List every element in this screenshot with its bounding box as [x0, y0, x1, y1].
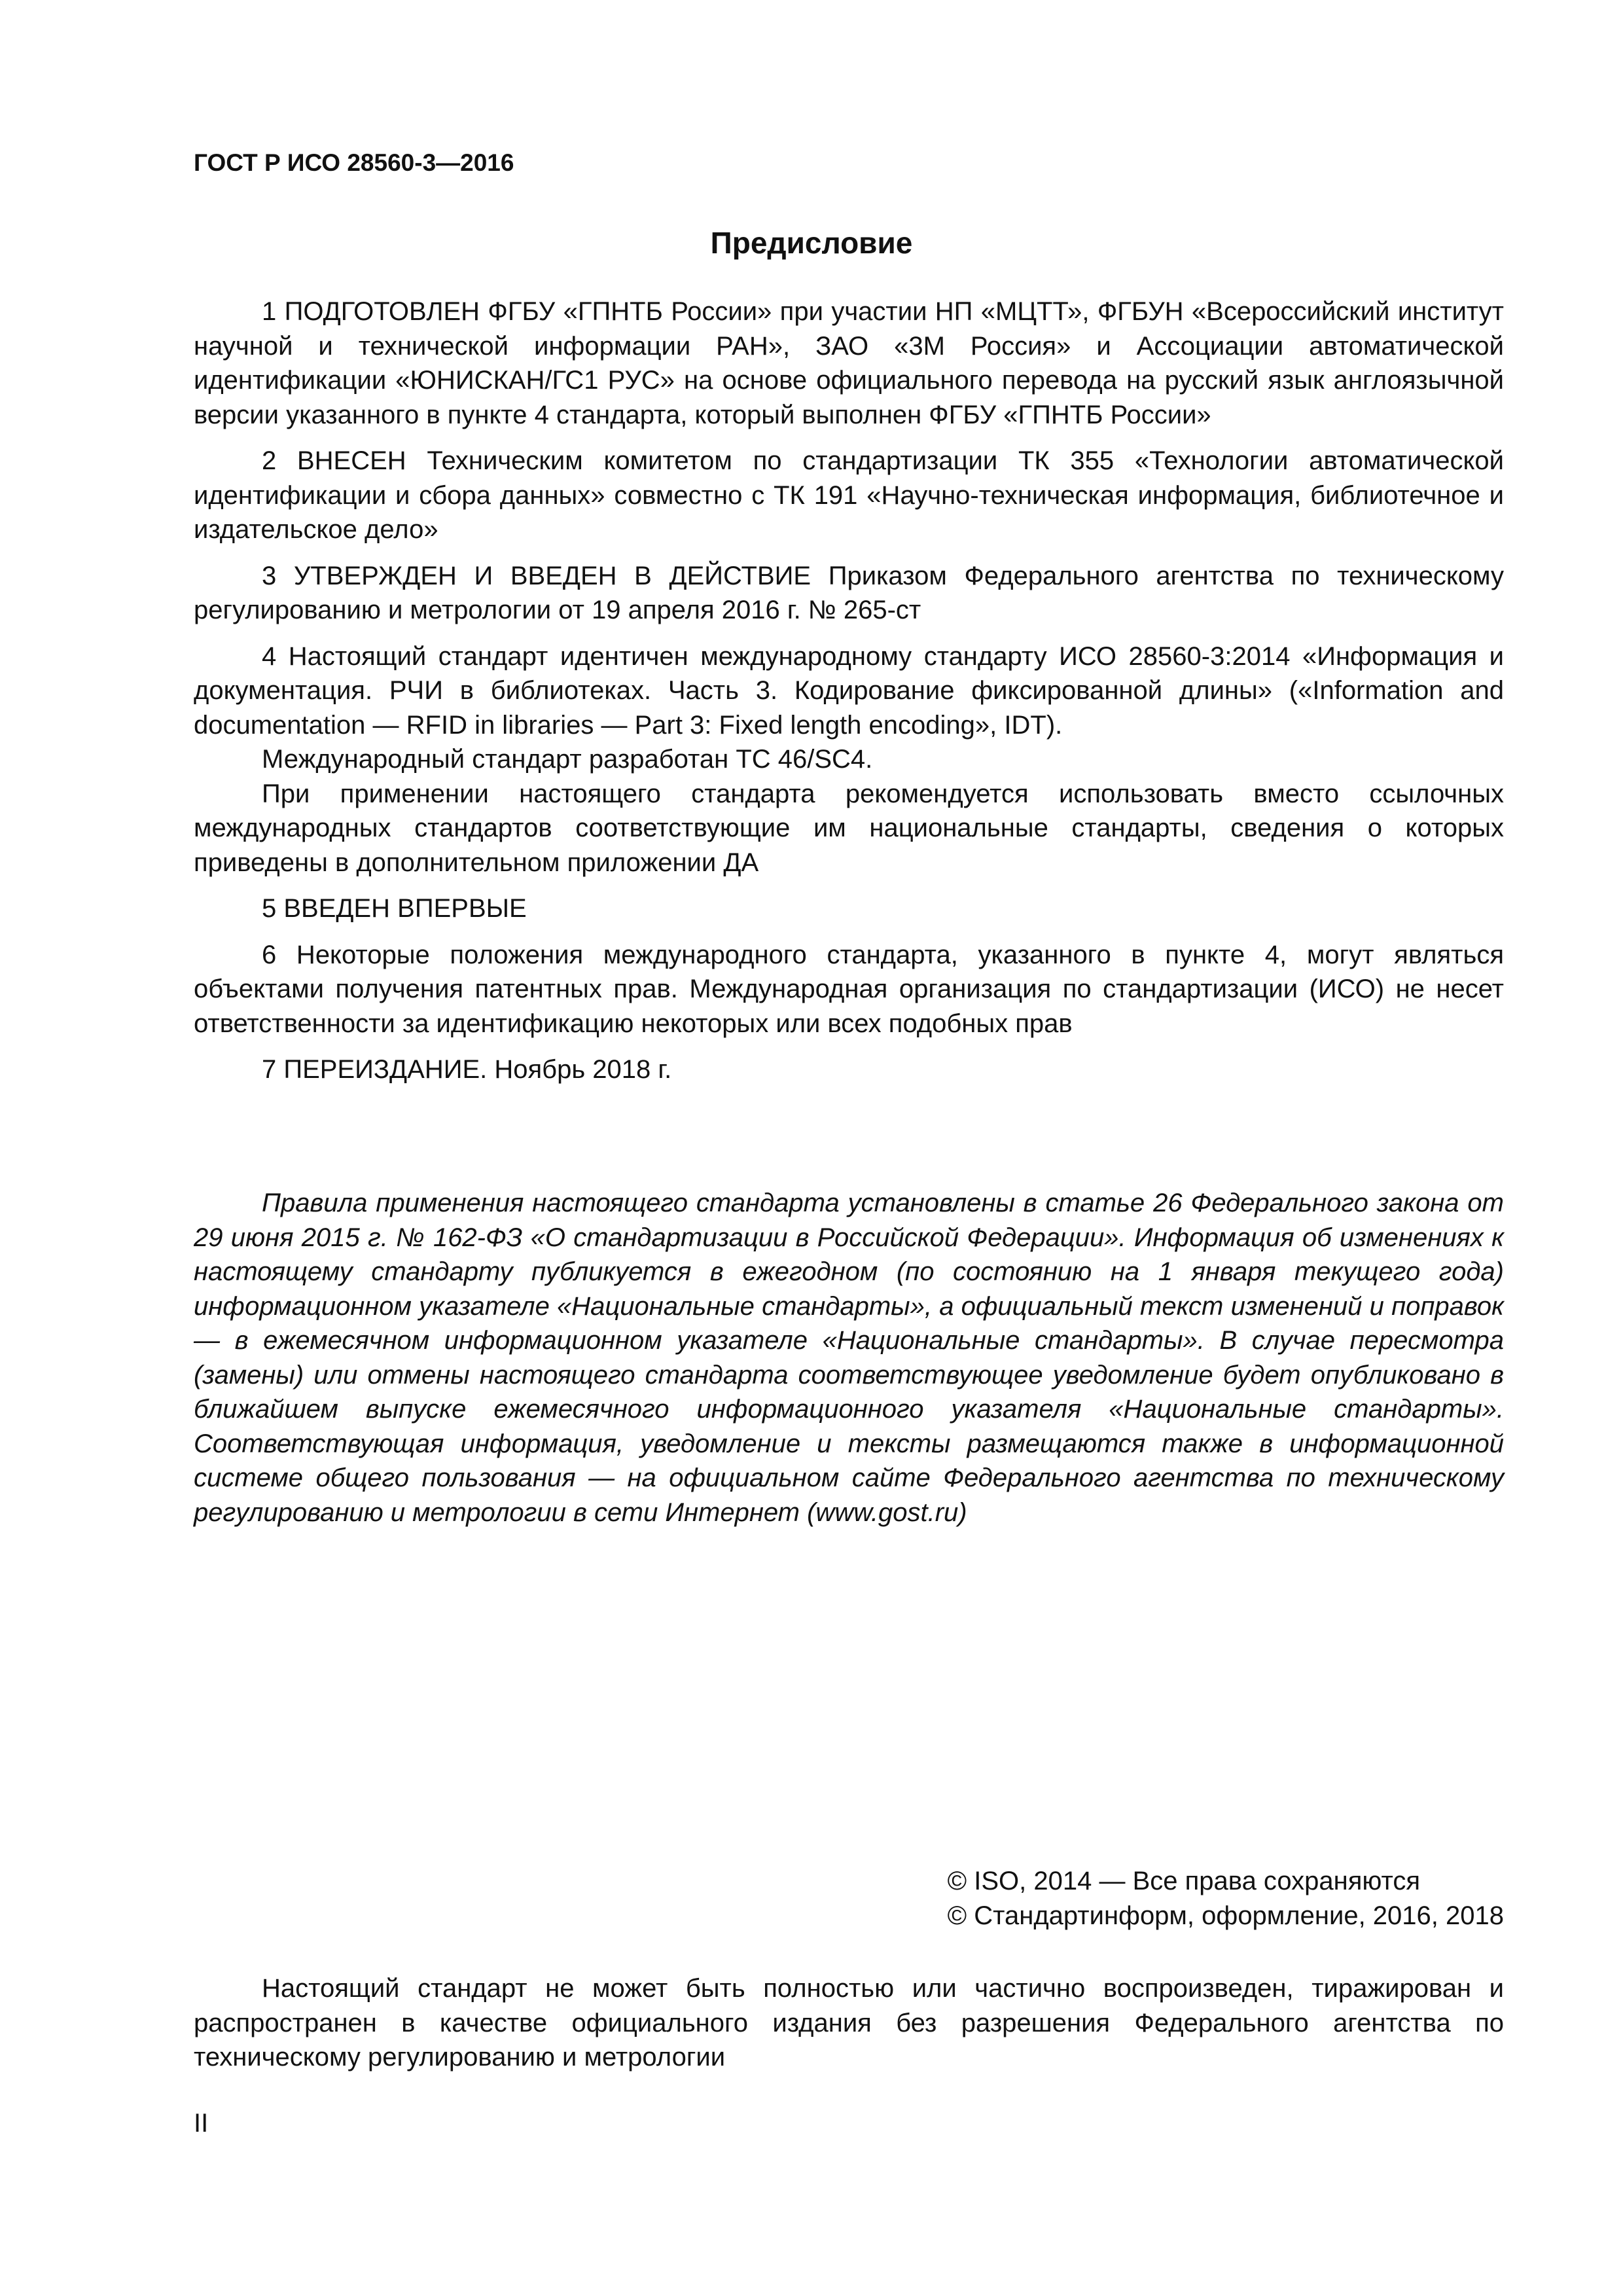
preface-item-5: 5 ВВЕДЕН ВПЕРВЫЕ: [262, 894, 527, 923]
preface-item-6: 6 Некоторые положения международного стандарта, указанного в пункте 4, могут являться объектами получения патентных прав. Международная организация по стандартизации (ИСО) не несет ответственности за идентификацию некоторых или всех подобных прав: [194, 940, 1504, 1038]
document-code: ГОСТ Р ИСО 28560-3—2016: [194, 149, 514, 176]
preface-body: [194, 295, 1504, 1099]
copyright-block: [948, 1864, 1504, 1933]
rules-note-text: Правила применения настоящего стандарта установлены в статье 26 Федерального закона от 29 июня 2015 г. № 162-ФЗ «О стандартизации в Российской Федерации». Информация об изменениях к настоящему стандарту публикуется в ежегодном (по состоянию на 1 января текущего года) информационном указателе «Национальные стандарты», а официальный текст изменений и поправок — в ежемесячном информационном указателе «Национальные стандарты». В случае пересмотра (замены) или отмены настоящего стандарта соответствующее уведомление будет опубликовано в ближайшем выпуске ежемесячного информационного указателя «Национальные стандарты». Соответствующая информация, уведомление и тексты размещаются также в информационной системе общего пользования — на официальном сайте Федерального агентства по техническому регулированию и метрологии в сети Интернет (www.gost.ru): [194, 1189, 1504, 1527]
rules-note: [194, 1186, 1504, 1530]
preface-item-1: 1 ПОДГОТОВЛЕН ФГБУ «ГПНТБ России» при участии НП «МЦТТ», ФГБУН «Всероссийский институт научной и технической информации РАН», ЗАО «3М Россия» и Ассоциации автоматической идентификации «ЮНИСКАН/ГС1 РУС» на основе официального перевода на русский язык англоязычной версии указанного в пункте 4 стандарта, который выполнен ФГБУ «ГПНТБ России»: [194, 297, 1504, 429]
page-number: II: [194, 2109, 209, 2138]
preface-item-4: 4 Настоящий стандарт идентичен международному стандарту ИСО 28560-3:2014 «Информация и документация. РЧИ в библиотеках. Часть 3. Кодирование фиксированной длины» («Information and documentation — RFID in libraries — Part 3: Fixed length encoding», IDT).: [194, 641, 1504, 740]
copyright-iso: © ISO, 2014 — Все права сохраняются: [947, 1867, 1421, 1895]
preface-item-2: 2 ВНЕСЕН Техническим комитетом по стандартизации ТК 355 «Технологии автоматической идентификации и сбора данных» совместно с ТК 191 «Научно-техническая информация, библиотечное и издательское дело»: [194, 446, 1504, 544]
preface-item-4-note: При применении настоящего стандарта рекомендуется использовать вместо ссылочных международных стандартов соответствующие им национальные стандарты, сведения о которых приведены в дополнительном приложении ДА: [194, 779, 1504, 877]
copyright-standartinform: © Стандартинформ, оформление, 2016, 2018: [947, 1901, 1504, 1930]
reproduction-notice: [194, 1971, 1504, 2075]
reproduction-notice-text: Настоящий стандарт не может быть полностью или частично воспроизведен, тиражирован и распространен в качестве официального издания без разрешения Федерального агентства по техническому регулированию и метрологии: [194, 1974, 1504, 2072]
preface-item-3: 3 УТВЕРЖДЕН И ВВЕДЕН В ДЕЙСТВИЕ Приказом Федерального агентства по техническому регулированию и метрологии от 19 апреля 2016 г. № 265-ст: [194, 561, 1504, 624]
preface-item-7: 7 ПЕРЕИЗДАНИЕ. Ноябрь 2018 г.: [262, 1055, 672, 1084]
preface-title: Предисловие: [710, 226, 913, 260]
preface-item-4-developer: Международный стандарт разработан ТС 46/SC4.: [262, 745, 873, 774]
